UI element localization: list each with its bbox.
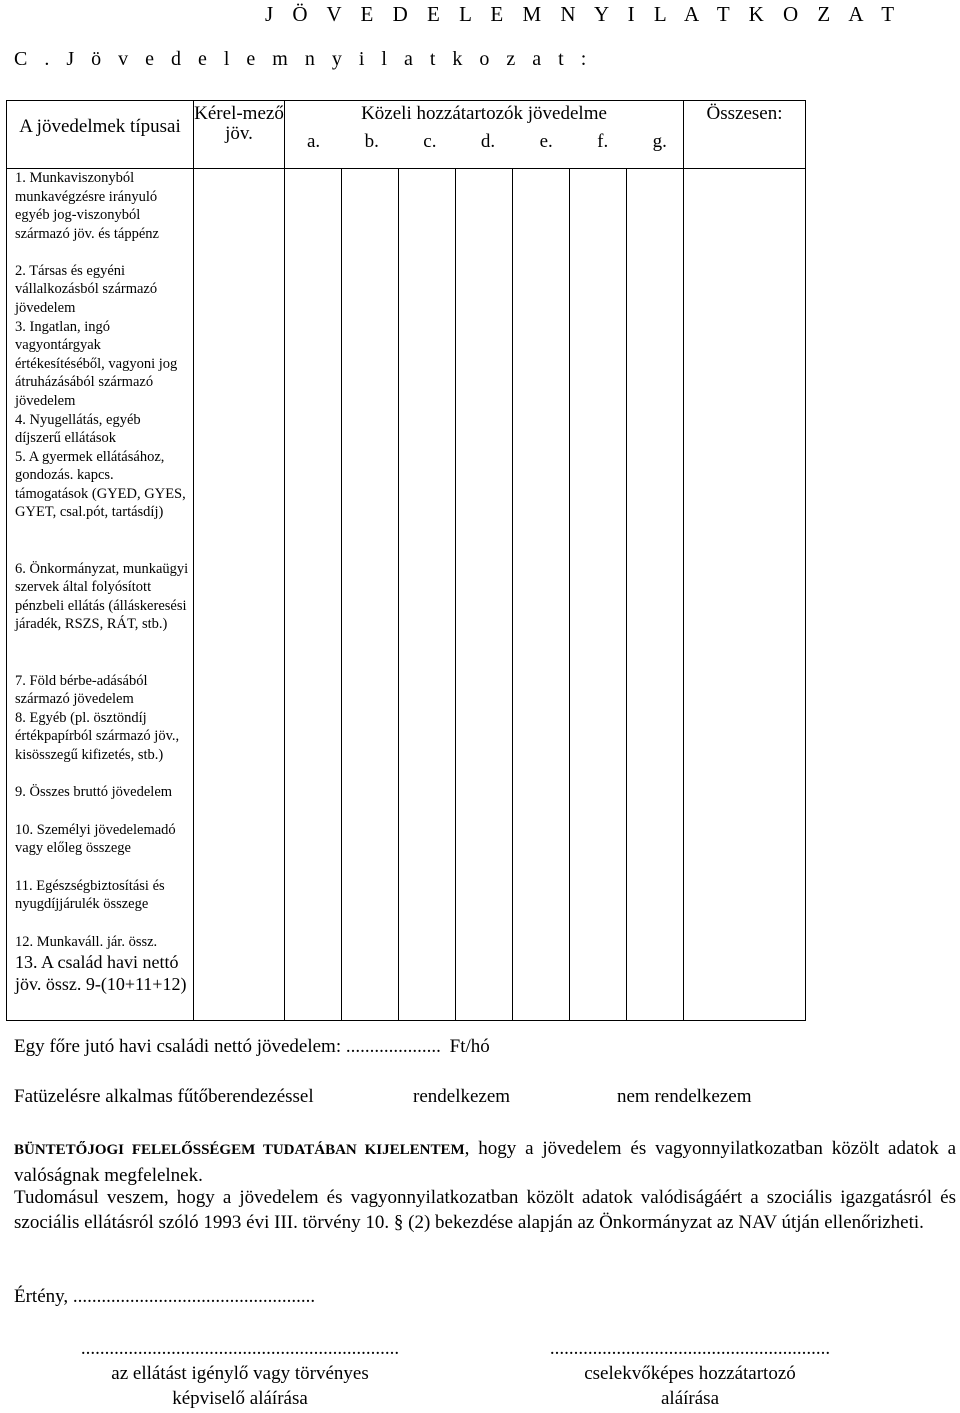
relative-income-cell[interactable] — [513, 821, 570, 877]
income-row — [7, 169, 806, 262]
total-cell[interactable] — [684, 672, 806, 709]
declaration-paragraph — [14, 1136, 956, 1188]
relative-income-cell[interactable] — [513, 448, 570, 560]
income-row — [7, 877, 806, 933]
relative-income-cell[interactable] — [399, 448, 456, 560]
income-row — [7, 821, 806, 877]
income-type-header: A jövedelmek típusai — [7, 101, 194, 169]
applicant-income-cell[interactable] — [194, 821, 285, 877]
relative-income-cell[interactable] — [342, 951, 399, 1020]
income-type-label: 7. Föld bérbe-adásából származó jövedelem — [7, 672, 194, 709]
relative-income-cell[interactable] — [456, 411, 513, 448]
relative-letter: g. — [652, 131, 667, 152]
applicant-income-cell[interactable] — [194, 411, 285, 448]
applicant-income-cell[interactable] — [194, 709, 285, 783]
relative-income-cell[interactable] — [513, 411, 570, 448]
relative-income-cell[interactable] — [342, 318, 399, 411]
relative-income-cell[interactable] — [399, 709, 456, 783]
relative-income-cell[interactable] — [627, 821, 684, 877]
relative-letter: e. — [539, 131, 553, 152]
relative-income-cell[interactable] — [456, 933, 513, 952]
total-cell[interactable] — [684, 821, 806, 877]
relative-income-cell[interactable] — [456, 560, 513, 672]
relative-income-cell[interactable] — [399, 169, 456, 262]
applicant-income-cell[interactable] — [194, 318, 285, 411]
place-date-line[interactable]: Értény, ................................................... — [14, 1286, 316, 1307]
relative-letter: d. — [480, 131, 496, 152]
total-cell[interactable] — [684, 709, 806, 783]
relative-income-cell[interactable] — [513, 672, 570, 709]
relative-letter: c. — [423, 131, 437, 152]
income-type-label: 4. Nyugellátás, egyéb díjszerű ellátások — [7, 411, 194, 448]
income-type-label: 12. Munkaváll. jár. össz. — [7, 933, 194, 952]
section-title: C . J ö v e d e l e m n y i l a t k o z a t : — [14, 48, 593, 70]
relative-income-cell[interactable] — [513, 709, 570, 783]
applicant-income-cell[interactable] — [194, 672, 285, 709]
income-type-label: 3. Ingatlan, ingó vagyontárgyak értékesítéséből, vagyoni jog átruházásából származó jövedelem — [7, 318, 194, 411]
relative-income-cell[interactable] — [627, 672, 684, 709]
per-capita-income-line — [14, 1036, 490, 1058]
applicant-income-cell[interactable] — [194, 933, 285, 952]
relative-income-cell[interactable] — [399, 821, 456, 877]
relative-income-cell[interactable] — [285, 318, 342, 411]
relative-income-cell[interactable] — [342, 783, 399, 821]
relative-income-cell[interactable] — [342, 933, 399, 952]
total-cell[interactable] — [684, 783, 806, 821]
declaration-lead: BÜNTETŐJOGI FELELŐSSÉGEM TUDATÁBAN KIJELENTEM — [14, 1142, 465, 1158]
relative-income-cell[interactable] — [342, 877, 399, 933]
relative-income-cell[interactable] — [342, 560, 399, 672]
relative-income-cell[interactable] — [627, 783, 684, 821]
relative-income-cell[interactable] — [456, 672, 513, 709]
relative-income-cell[interactable] — [399, 318, 456, 411]
relative-income-cell[interactable] — [456, 821, 513, 877]
relative-income-cell[interactable] — [456, 877, 513, 933]
applicant-income-cell[interactable] — [194, 951, 285, 1020]
relative-income-cell[interactable] — [570, 411, 627, 448]
applicant-income-cell[interactable] — [194, 783, 285, 821]
relative-income-cell[interactable] — [456, 318, 513, 411]
total-cell[interactable] — [684, 262, 806, 318]
relatives-header-label: Közeli hozzátartozók jövedelme — [361, 103, 607, 124]
relative-income-cell[interactable] — [570, 783, 627, 821]
total-cell[interactable] — [684, 877, 806, 933]
income-type-label: 8. Egyéb (pl. ösztöndíj értékpapírból származó jöv., kisösszegű kifizetés, stb.) — [7, 709, 194, 783]
relative-income-cell[interactable] — [342, 411, 399, 448]
relative-letter: f. — [597, 131, 609, 152]
relative-income-cell[interactable] — [513, 169, 570, 262]
income-row — [7, 783, 806, 821]
relative-income-cell[interactable] — [285, 933, 342, 952]
relative-income-cell[interactable] — [570, 448, 627, 560]
declaration-text: , hogy a jövedelem és vagyonnyilatkozatban közölt adatok a valóságnak megfelelnek. — [14, 1138, 956, 1186]
relative-income-cell[interactable] — [513, 262, 570, 318]
relative-income-cell[interactable] — [342, 672, 399, 709]
relative-income-cell[interactable] — [513, 933, 570, 952]
relative-income-cell[interactable] — [285, 821, 342, 877]
relative-income-cell[interactable] — [627, 448, 684, 560]
relative-income-cell[interactable] — [627, 951, 684, 1020]
income-row — [7, 560, 806, 672]
income-type-label: 6. Önkormányzat, munkaügyi szervek által folyósított pénzbeli ellátás (álláskeresési járadék, RSZS, RÁT, stb.) — [7, 560, 194, 672]
relative-income-cell[interactable] — [285, 672, 342, 709]
relative-income-cell[interactable] — [285, 783, 342, 821]
relative-income-cell[interactable] — [627, 877, 684, 933]
relative-income-cell[interactable] — [285, 560, 342, 672]
relative-income-cell[interactable] — [399, 933, 456, 952]
total-cell[interactable] — [684, 411, 806, 448]
relative-income-cell[interactable] — [627, 560, 684, 672]
relative-income-cell[interactable] — [570, 709, 627, 783]
relative-income-cell[interactable] — [513, 783, 570, 821]
relative-income-cell[interactable] — [399, 783, 456, 821]
relative-income-cell[interactable] — [627, 709, 684, 783]
relative-income-cell[interactable] — [342, 169, 399, 262]
relative-income-cell[interactable] — [570, 169, 627, 262]
relative-income-cell[interactable] — [570, 933, 627, 952]
relative-signature-caption: cselekvőképes hozzátartozó — [584, 1363, 796, 1384]
relative-income-cell[interactable] — [399, 672, 456, 709]
relative-income-cell[interactable] — [456, 169, 513, 262]
applicant-signature-block — [60, 1336, 420, 1411]
per-capita-label: Egy főre jutó havi családi nettó jövedelem: .................... — [14, 1036, 441, 1057]
heating-option-yes[interactable]: rendelkezem — [413, 1086, 511, 1107]
income-type-label: 11. Egészségbiztosítási és nyugdíjjárulék összege — [7, 877, 194, 933]
income-row — [7, 672, 806, 709]
relative-income-cell[interactable] — [456, 783, 513, 821]
heating-label: Fatüzelésre alkalmas fűtőberendezéssel — [14, 1086, 314, 1107]
applicant-income-cell[interactable] — [194, 169, 285, 262]
relative-income-cell[interactable] — [513, 877, 570, 933]
relative-income-cell[interactable] — [399, 560, 456, 672]
relative-income-cell[interactable] — [285, 169, 342, 262]
relative-income-cell[interactable] — [342, 262, 399, 318]
relative-income-cell[interactable] — [513, 951, 570, 1020]
income-type-label: 9. Összes bruttó jövedelem — [7, 783, 194, 821]
relative-signature-caption-2: aláírása — [660, 1388, 719, 1409]
relative-income-cell[interactable] — [570, 877, 627, 933]
total-cell[interactable] — [684, 951, 806, 1020]
income-table — [6, 100, 806, 1021]
relative-income-cell[interactable] — [570, 262, 627, 318]
relative-income-cell[interactable] — [627, 169, 684, 262]
relative-income-cell[interactable] — [570, 951, 627, 1020]
income-type-label: 5. A gyermek ellátásához, gondozás. kapcs. támogatások (GYED, GYES, GYET, csal.pót, tartásdíj) — [7, 448, 194, 560]
applicant-income-cell[interactable] — [194, 448, 285, 560]
applicant-signature-caption-2: képviselő aláírása — [172, 1388, 308, 1409]
income-type-label: 10. Személyi jövedelemadó vagy előleg összege — [7, 821, 194, 877]
relative-income-cell[interactable] — [399, 951, 456, 1020]
relative-letters — [285, 125, 683, 153]
relative-income-cell[interactable] — [627, 318, 684, 411]
relative-income-cell[interactable] — [285, 951, 342, 1020]
relative-income-cell[interactable] — [456, 951, 513, 1020]
income-type-label: 2. Társas és egyéni vállalkozásból származó jövedelem — [7, 262, 194, 318]
income-type-label: 1. Munkaviszonyból munkavégzésre irányuló egyéb jog-viszonyból származó jöv. és táppénz — [7, 169, 194, 262]
relative-income-cell[interactable] — [627, 933, 684, 952]
income-row — [7, 262, 806, 318]
relative-income-cell[interactable] — [285, 877, 342, 933]
relative-income-cell[interactable] — [570, 672, 627, 709]
relative-income-cell[interactable] — [570, 821, 627, 877]
income-row — [7, 448, 806, 560]
total-header: Összesen: — [684, 101, 806, 169]
applicant-signature-caption: az ellátást igénylő vagy törvényes — [111, 1363, 369, 1384]
total-cell[interactable] — [684, 318, 806, 411]
per-capita-unit: Ft/hó — [449, 1036, 490, 1057]
total-cell[interactable] — [684, 448, 806, 560]
applicant-signature-line[interactable]: ................................................................... — [80, 1338, 400, 1359]
applicant-income-cell[interactable] — [194, 877, 285, 933]
income-row — [7, 709, 806, 783]
relative-income-cell[interactable] — [627, 262, 684, 318]
relative-income-cell[interactable] — [399, 262, 456, 318]
income-row — [7, 318, 806, 411]
relative-income-cell[interactable] — [285, 262, 342, 318]
total-cell[interactable] — [684, 560, 806, 672]
document-title: J Ö V E D E L E M N Y I L A T K O Z A T — [265, 2, 902, 26]
relative-income-cell[interactable] — [285, 709, 342, 783]
relative-letter: a. — [307, 131, 321, 152]
relative-income-cell[interactable] — [342, 709, 399, 783]
relative-income-cell[interactable] — [456, 262, 513, 318]
relative-income-cell[interactable] — [285, 411, 342, 448]
applicant-income-header: Kérel-mező jöv. — [194, 101, 285, 169]
relative-income-cell[interactable] — [342, 448, 399, 560]
relative-signature-block — [520, 1336, 860, 1411]
income-row — [7, 411, 806, 448]
relatives-income-header — [285, 101, 684, 169]
relative-income-cell[interactable] — [456, 448, 513, 560]
applicant-income-cell[interactable] — [194, 262, 285, 318]
relative-income-cell[interactable] — [513, 560, 570, 672]
relative-income-cell[interactable] — [285, 448, 342, 560]
relative-letter: b. — [364, 131, 379, 152]
total-cell[interactable] — [684, 933, 806, 952]
total-cell[interactable] — [684, 169, 806, 262]
relative-income-cell[interactable] — [399, 411, 456, 448]
relative-income-cell[interactable] — [627, 411, 684, 448]
heating-option-no[interactable]: nem rendelkezem — [617, 1086, 752, 1107]
acknowledgement-paragraph: Tudomásul veszem, hogy a jövedelem és vagyonnyilatkozatban közölt adatok valódiságáért a szociális igazgatásról és szociális ellátásról szóló 1993 évi III. törvény 10. § (2) bekezdése alapján az Önkormányzat az NAV útján ellenőrizheti. — [14, 1187, 956, 1233]
applicant-income-cell[interactable] — [194, 560, 285, 672]
relative-signature-line[interactable]: ........................................................... — [549, 1338, 831, 1359]
relative-income-cell[interactable] — [513, 318, 570, 411]
income-row — [7, 933, 806, 952]
relative-income-cell[interactable] — [399, 877, 456, 933]
relative-income-cell[interactable] — [456, 709, 513, 783]
relative-income-cell[interactable] — [570, 318, 627, 411]
relative-income-cell[interactable] — [342, 821, 399, 877]
relative-income-cell[interactable] — [570, 560, 627, 672]
income-type-label: 13. A család havi nettó jöv. össz. 9-(10+11+12) — [7, 951, 194, 1020]
income-row — [7, 951, 806, 1020]
